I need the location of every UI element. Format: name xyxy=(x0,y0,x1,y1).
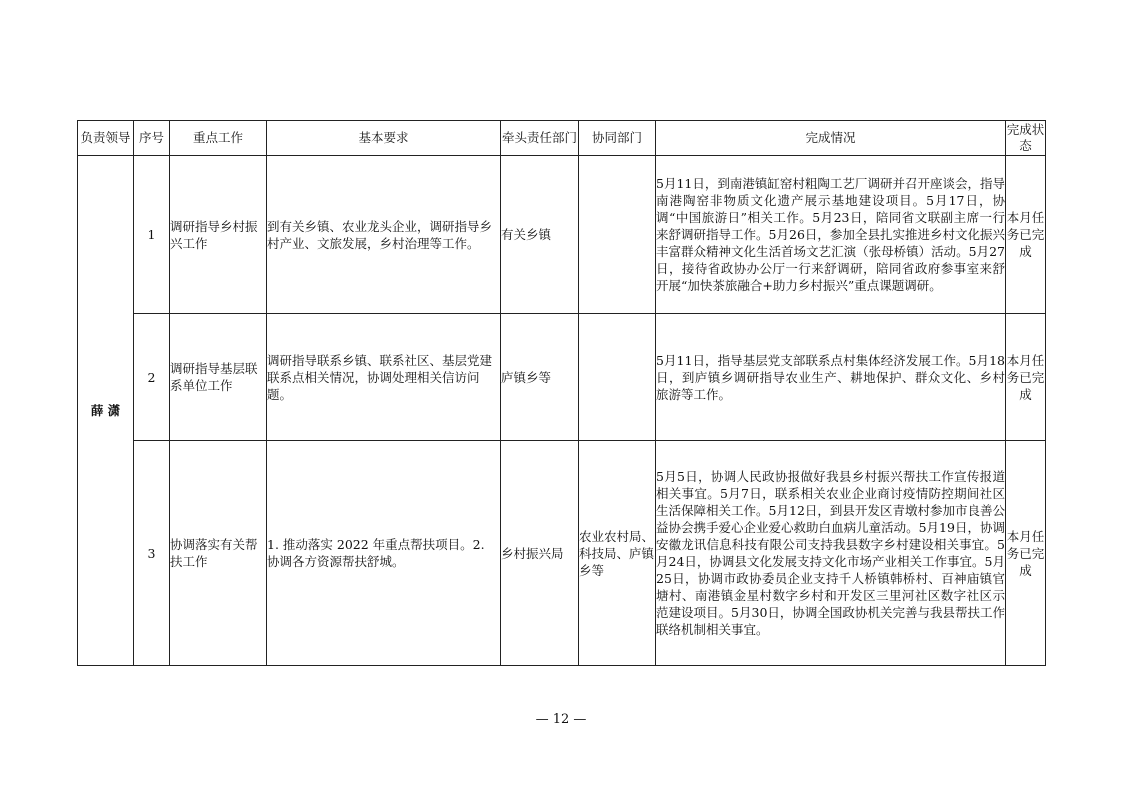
page-number: — 12 — xyxy=(535,712,587,727)
work-plan-table xyxy=(77,120,1046,666)
header-task: 重点工作 xyxy=(170,121,267,156)
table-row xyxy=(78,314,1046,441)
row-task: 调研指导基层联系单位工作 xyxy=(170,314,267,441)
table-header-row xyxy=(78,121,1046,156)
header-leader: 负责领导 xyxy=(78,121,134,156)
row-requirement: 1. 推动落实 2022 年重点帮扶项目。2. 协调各方资源帮扶舒城。 xyxy=(267,441,501,666)
row-progress: 5月11日，到南港镇缸窑村粗陶工艺厂调研并召开座谈会，指导南港陶窑非物质文化遗产展示基地建设项目。5月17日，协调“中国旅游日”相关工作。5月23日，陪同省文联副主席一行来舒调研指导工作。5月26日，参加全县扎实推进乡村文化振兴丰富群众精神文化生活首场文艺汇演（张母桥镇）活动。5月27日，接待省政协办公厅一行来舒调研，陪同省政府参事室来舒开展“加快茶旅融合+助力乡村振兴”重点课题调研。 xyxy=(656,156,1006,314)
row-progress: 5月5日，协调人民政协报做好我县乡村振兴帮扶工作宣传报道相关事宜。5月7日，联系相关农业企业商讨疫情防控期间社区生活保障相关工作。5月12日，到县开发区青墩村参加市良善公益协会携手爱心企业爱心救助白血病儿童活动。5月19日，协调安徽龙讯信息科技有限公司支持我县数字乡村建设相关事宜。5月24日，协调县文化发展支持文化市场产业相关工作事宜。5月25日，协调市政协委员企业支持千人桥镇韩桥村、百神庙镇官塘村、南港镇金星村数字乡村和开发区三里河社区数字社区示范建设项目。5月30日，协调全国政协机关完善与我县帮扶工作联络机制相关事宜。 xyxy=(656,441,1006,666)
row-co-dept xyxy=(579,156,656,314)
header-co-dept: 协同部门 xyxy=(579,121,656,156)
table-row xyxy=(78,441,1046,666)
header-requirement: 基本要求 xyxy=(267,121,501,156)
row-requirement: 到有关乡镇、农业龙头企业，调研指导乡村产业、文旅发展，乡村治理等工作。 xyxy=(267,156,501,314)
row-task: 调研指导乡村振兴工作 xyxy=(170,156,267,314)
table-row xyxy=(78,156,1046,314)
row-seq: 3 xyxy=(134,441,170,666)
row-status: 本月任务已完成 xyxy=(1006,314,1046,441)
row-seq: 2 xyxy=(134,314,170,441)
row-lead-dept: 有关乡镇 xyxy=(501,156,579,314)
row-task: 协调落实有关帮扶工作 xyxy=(170,441,267,666)
leader-name: 薛 潇 xyxy=(78,156,134,666)
row-status: 本月任务已完成 xyxy=(1006,156,1046,314)
row-lead-dept: 乡村振兴局 xyxy=(501,441,579,666)
header-status: 完成状态 xyxy=(1006,121,1046,156)
row-co-dept xyxy=(579,314,656,441)
row-lead-dept: 庐镇乡等 xyxy=(501,314,579,441)
row-status: 本月任务已完成 xyxy=(1006,441,1046,666)
row-progress: 5月11日，指导基层党支部联系点村集体经济发展工作。5月18日，到庐镇乡调研指导农业生产、耕地保护、群众文化、乡村旅游等工作。 xyxy=(656,314,1006,441)
row-seq: 1 xyxy=(134,156,170,314)
row-co-dept: 农业农村局、科技局、庐镇乡等 xyxy=(579,441,656,666)
row-requirement: 调研指导联系乡镇、联系社区、基层党建联系点相关情况，协调处理相关信访问题。 xyxy=(267,314,501,441)
header-seq: 序号 xyxy=(134,121,170,156)
header-lead-dept: 牵头责任部门 xyxy=(501,121,579,156)
header-progress: 完成情况 xyxy=(656,121,1006,156)
